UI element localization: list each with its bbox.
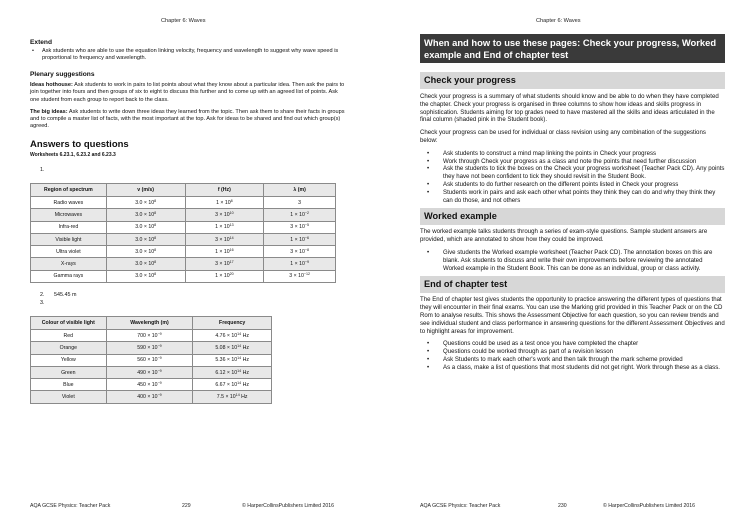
exponent: 8 bbox=[154, 247, 157, 252]
frequency-unit: Hz bbox=[239, 394, 248, 401]
end-of-chapter-heading: End of chapter test bbox=[420, 276, 725, 293]
worked-example-heading: Worked example bbox=[420, 208, 725, 225]
answers-heading: Answers to questions bbox=[30, 139, 129, 150]
question-3-number: 3. bbox=[40, 300, 45, 306]
region-name: Gamma rays bbox=[53, 273, 84, 280]
table-row bbox=[31, 246, 336, 258]
check-progress-list bbox=[420, 150, 725, 205]
exponent: 16 bbox=[229, 247, 234, 252]
table-row bbox=[31, 209, 336, 221]
ideas-hothouse-paragraph bbox=[30, 82, 345, 104]
wavelength-mantissa: 700 × 10 bbox=[137, 332, 158, 339]
wavelength-mantissa: 560 × 10 bbox=[137, 357, 158, 364]
velocity-cell bbox=[106, 197, 185, 209]
right-running-header: Chapter 6: Waves bbox=[536, 18, 581, 24]
colour-name: Yellow bbox=[60, 357, 76, 364]
exponent: −6 bbox=[304, 235, 309, 240]
list-item: • Students work in pairs and ask each other what points they think they can do and why they think they can do those, and not others bbox=[420, 189, 725, 205]
colour-cell bbox=[31, 366, 107, 378]
colour-name: Green bbox=[61, 369, 76, 376]
frequency-cell bbox=[193, 330, 272, 342]
frequency-mantissa: 3 × 10 bbox=[215, 261, 230, 268]
check-progress-paragraph-1: Check your progress is a summary of what students should know and be able to do when they have completed the chapter. Check your progress is organised in three columns to show how ideas and skills progress in sophistication. Students aiming for top grades need to have mastered all the skills and ideas articulated in the final column (shaded pink in the Student book). bbox=[420, 93, 719, 124]
region-cell bbox=[31, 246, 107, 258]
region-name: X-rays bbox=[60, 261, 76, 268]
answer-2 bbox=[30, 292, 345, 307]
table-row bbox=[31, 354, 272, 366]
region-cell bbox=[31, 209, 107, 221]
exponent: 13 bbox=[229, 223, 234, 228]
footer-copyright: © HarperCollinsPublishers Limited 2016 bbox=[603, 503, 696, 509]
frequency-mantissa: 4.76 × 10 bbox=[215, 332, 238, 339]
frequency-cell bbox=[185, 209, 264, 221]
exponent: 14 bbox=[237, 380, 242, 385]
visible-light-table-header bbox=[31, 317, 272, 330]
column-header: Wavelength (m) bbox=[106, 317, 193, 330]
exponent: 8 bbox=[154, 198, 157, 203]
column-header: f (Hz) bbox=[185, 184, 264, 197]
column-header: λ (m) bbox=[264, 184, 336, 197]
visible-light-table bbox=[30, 316, 272, 404]
velocity-cell bbox=[106, 233, 185, 245]
table-row bbox=[31, 342, 272, 354]
exponent: 20 bbox=[229, 272, 234, 277]
column-header: Region of spectrum bbox=[31, 184, 107, 197]
exponent: −2 bbox=[304, 210, 309, 215]
big-ideas-paragraph bbox=[30, 109, 345, 131]
frequency-cell bbox=[193, 391, 272, 403]
region-cell bbox=[31, 233, 107, 245]
velocity-cell bbox=[106, 221, 185, 233]
column-header: Frequency bbox=[193, 317, 272, 330]
list-item: • As a class, make a list of questions that most students did not get right. Work through these as a class. bbox=[420, 364, 725, 372]
exponent: 14 bbox=[237, 331, 242, 336]
exponent: −12 bbox=[303, 272, 310, 277]
table-row bbox=[31, 391, 272, 403]
wavelength-mantissa: 1 × 10 bbox=[290, 236, 305, 243]
exponent: 14 bbox=[229, 235, 234, 240]
frequency-cell bbox=[185, 233, 264, 245]
frequency-mantissa: 3 × 10 bbox=[215, 236, 230, 243]
region-name: Microwaves bbox=[54, 211, 83, 218]
frequency-unit: Hz bbox=[241, 381, 249, 388]
wavelength-cell bbox=[264, 246, 336, 258]
frequency-cell bbox=[185, 270, 264, 282]
big-ideas-label: The big ideas: bbox=[30, 108, 68, 115]
exponent: −9 bbox=[157, 368, 162, 373]
list-item: • Work through Check your progress as a class and note the points that need further discussion bbox=[420, 158, 725, 166]
exponent: −8 bbox=[304, 247, 309, 252]
exponent: −9 bbox=[157, 393, 162, 398]
exponent: 17 bbox=[229, 260, 234, 265]
wavelength-cell bbox=[264, 197, 336, 209]
wavelength-cell bbox=[106, 354, 193, 366]
frequency-mantissa: 5.36 × 10 bbox=[215, 357, 238, 364]
list-item: • Questions could be used as a test once you have completed the chapter bbox=[420, 340, 725, 348]
frequency-cell bbox=[193, 379, 272, 391]
list-item: • Ask students to construct a mind map linking the points in Check your progress bbox=[420, 150, 725, 158]
wavelength-mantissa: 3 × 10 bbox=[290, 224, 305, 231]
wavelength-mantissa: 590 × 10 bbox=[137, 344, 158, 351]
table-row bbox=[31, 366, 272, 378]
list-item: • Ask students to do further research on the different points listed in Check your progress bbox=[420, 181, 725, 189]
wavelength-mantissa: 1 × 10 bbox=[290, 211, 305, 218]
table-row bbox=[31, 258, 336, 270]
region-name: Visible light bbox=[55, 236, 82, 243]
column-header: v (m/s) bbox=[106, 184, 185, 197]
exponent: 8 bbox=[154, 210, 157, 215]
frequency-mantissa: 1 × 10 bbox=[215, 224, 230, 231]
wavelength-cell bbox=[106, 391, 193, 403]
region-name: Ultra violet bbox=[56, 248, 81, 255]
wavelength-cell bbox=[264, 209, 336, 221]
velocity-mantissa: 3.0 × 10 bbox=[135, 236, 155, 243]
velocity-mantissa: 3.0 × 10 bbox=[135, 211, 155, 218]
answer-2-value: 545.45 m bbox=[54, 292, 77, 298]
frequency-cell bbox=[185, 221, 264, 233]
frequency-mantissa: 3 × 10 bbox=[215, 211, 230, 218]
ideas-hothouse-text: Ask students to work in pairs to list points about what they know about a particular idea. Then ask the pairs to join together into fours and then groups of six to eight to discuss this further and to come up with an agreed list of points. Ask one student from each group to report back to the class. bbox=[30, 82, 345, 103]
wavelength-cell bbox=[264, 221, 336, 233]
extend-list bbox=[30, 48, 345, 63]
column-header: Colour of visible light bbox=[31, 317, 107, 330]
check-progress-heading: Check your progress bbox=[420, 72, 725, 89]
wavelength-cell bbox=[106, 366, 193, 378]
velocity-cell bbox=[106, 270, 185, 282]
region-cell bbox=[31, 270, 107, 282]
colour-name: Orange bbox=[59, 344, 77, 351]
frequency-mantissa: 7.5 × 10 bbox=[216, 394, 236, 401]
wavelength-mantissa: 3 × 10 bbox=[290, 248, 305, 255]
list-item: • Ask the students to tick the boxes on the Check your progress worksheet (Teacher Pack CD). Any points they have not been confident to tick they should revisit in the Student Book. bbox=[420, 165, 725, 181]
region-cell bbox=[31, 221, 107, 233]
exponent: 8 bbox=[230, 198, 233, 203]
usage-banner: When and how to use these pages: Check your progress, Worked example and End of chapter test bbox=[420, 34, 725, 63]
frequency-mantissa: 1 × 10 bbox=[216, 199, 231, 206]
wavelength-cell bbox=[106, 379, 193, 391]
worked-example-list bbox=[420, 249, 725, 272]
velocity-cell bbox=[106, 258, 185, 270]
frequency-unit: Hz bbox=[241, 369, 249, 376]
ideas-hothouse-label: Ideas hothouse: bbox=[30, 82, 73, 88]
region-name: Radio waves bbox=[53, 199, 84, 206]
frequency-cell bbox=[193, 342, 272, 354]
list-item: • Give students the Worked example worksheet (Teacher Pack CD). The annotation boxes on this are blank. Ask students to discuss and write their own improvements before reviewing the annotated Worked example in the Student Book. This can be done as an individual, group or class activity. bbox=[420, 249, 725, 272]
exponent: 14 bbox=[237, 368, 242, 373]
exponent: 14 bbox=[237, 343, 242, 348]
exponent: 8 bbox=[154, 272, 157, 277]
table-row bbox=[31, 221, 336, 233]
check-progress-paragraph-2: Check your progress can be used for individual or class revision using any combination of the suggestions below: bbox=[420, 129, 706, 144]
velocity-mantissa: 3.0 × 10 bbox=[135, 248, 155, 255]
list-item: • Questions could be worked through as part of a revision lesson bbox=[420, 348, 725, 356]
big-ideas-text: Ask students to write down three ideas they learned from the topic. Then ask them to share their facts in groups and to compile a master list of facts, with the most important at the top. Ask for ideas to be shared and find out which group(s) agreed. bbox=[30, 108, 345, 130]
exponent: −9 bbox=[157, 356, 162, 361]
answers-section bbox=[30, 139, 345, 174]
region-cell bbox=[31, 197, 107, 209]
table-row bbox=[31, 197, 336, 209]
wavelength-mantissa: 490 × 10 bbox=[137, 369, 158, 376]
footer-title: AQA GCSE Physics: Teacher Pack bbox=[30, 503, 111, 509]
end-of-chapter-paragraph: The End of chapter test gives students the opportunity to practice answering the different types of questions that they will encounter in their final exams. You can use the Marking grid provided in this Teacher Pack or on the CD Rom to analyse results. This shows the Assessment Objective for each question, so you can review trends and see individual student and class performance in answering questions for the different Assessment Objectives and to highlight areas for improvement. bbox=[420, 296, 725, 335]
velocity-mantissa: 3.0 × 10 bbox=[135, 224, 155, 231]
table-row bbox=[31, 233, 336, 245]
table-row bbox=[31, 330, 272, 342]
answer-2-line bbox=[30, 292, 345, 299]
frequency-mantissa: 6.12 × 10 bbox=[215, 369, 238, 376]
velocity-cell bbox=[106, 246, 185, 258]
wavelength-cell bbox=[264, 233, 336, 245]
frequency-unit: Hz bbox=[241, 332, 249, 339]
wavelength-cell bbox=[106, 330, 193, 342]
wavelength-mantissa: 450 × 10 bbox=[137, 381, 158, 388]
wavelength-mantissa: 3 bbox=[298, 199, 302, 206]
colour-cell bbox=[31, 342, 107, 354]
frequency-cell bbox=[193, 354, 272, 366]
end-of-chapter-list bbox=[420, 340, 725, 371]
right-page bbox=[375, 0, 750, 531]
exponent: −9 bbox=[304, 260, 309, 265]
footer-title: AQA GCSE Physics: Teacher Pack bbox=[420, 503, 501, 509]
page-number: 230 bbox=[558, 503, 567, 509]
spectrum-table-header bbox=[31, 184, 336, 197]
wavelength-mantissa: 3 × 10 bbox=[289, 273, 304, 280]
table-row bbox=[31, 379, 272, 391]
frequency-mantissa: 1 × 10 bbox=[215, 248, 230, 255]
frequency-unit: Hz bbox=[241, 357, 249, 364]
extend-heading: Extend bbox=[30, 39, 52, 46]
frequency-cell bbox=[193, 366, 272, 378]
velocity-mantissa: 3.0 × 10 bbox=[135, 199, 155, 206]
velocity-mantissa: 3.0 × 10 bbox=[135, 273, 155, 280]
right-content bbox=[420, 34, 725, 372]
wavelength-cell bbox=[264, 270, 336, 282]
worksheets-label: Worksheets 6.23.1, 6.23.2 and 6.23.3 bbox=[30, 152, 116, 158]
exponent: −9 bbox=[157, 331, 162, 336]
colour-name: Blue bbox=[63, 381, 74, 388]
list-item: • Ask Students to mark each other's work and then talk through the mark scheme provided bbox=[420, 356, 725, 364]
question-1-number: 1. bbox=[40, 167, 45, 173]
region-cell bbox=[31, 258, 107, 270]
frequency-cell bbox=[185, 258, 264, 270]
exponent: −5 bbox=[304, 223, 309, 228]
exponent: −9 bbox=[157, 343, 162, 348]
spectrum-table bbox=[30, 183, 336, 283]
plenary-section bbox=[30, 70, 345, 131]
extend-section bbox=[30, 38, 345, 63]
exponent: 14 bbox=[237, 356, 242, 361]
frequency-mantissa: 1 × 10 bbox=[215, 273, 230, 280]
frequency-cell bbox=[185, 246, 264, 258]
worked-example-paragraph: The worked example talks students through a series of exam-style questions. Sample student answers are provided, which are annotated to show how they could be improved. bbox=[420, 228, 708, 244]
exponent: 8 bbox=[154, 260, 157, 265]
footer-copyright: © HarperCollinsPublishers Limited 2016 bbox=[242, 503, 335, 509]
colour-cell bbox=[31, 354, 107, 366]
exponent: 14 bbox=[235, 393, 240, 398]
extend-bullet: • Ask students who are able to use the equation linking velocity, frequency and wavelength to suggest why wave speed is proportional to frequency and wavelength. bbox=[30, 48, 345, 63]
frequency-mantissa: 6.67 × 10 bbox=[215, 381, 238, 388]
wavelength-cell bbox=[264, 258, 336, 270]
velocity-cell bbox=[106, 209, 185, 221]
colour-name: Red bbox=[63, 332, 74, 339]
colour-name: Violet bbox=[61, 394, 75, 401]
table-row bbox=[31, 270, 336, 282]
frequency-cell bbox=[185, 197, 264, 209]
wavelength-mantissa: 1 × 10 bbox=[290, 261, 305, 268]
exponent: 8 bbox=[154, 223, 157, 228]
page-number: 229 bbox=[182, 503, 191, 509]
plenary-heading: Plenary suggestions bbox=[30, 71, 95, 78]
velocity-mantissa: 3.0 × 10 bbox=[135, 261, 155, 268]
colour-cell bbox=[31, 379, 107, 391]
colour-cell bbox=[31, 330, 107, 342]
wavelength-mantissa: 400 × 10 bbox=[137, 394, 158, 401]
wavelength-cell bbox=[106, 342, 193, 354]
exponent: −9 bbox=[157, 380, 162, 385]
exponent: 10 bbox=[229, 210, 234, 215]
left-running-header: Chapter 6: Waves bbox=[161, 18, 206, 24]
frequency-unit: Hz bbox=[241, 344, 249, 351]
colour-cell bbox=[31, 391, 107, 403]
region-name: Infra-red bbox=[58, 224, 79, 231]
frequency-mantissa: 5.08 × 10 bbox=[215, 344, 238, 351]
question-2-number: 2. bbox=[40, 292, 45, 298]
exponent: 8 bbox=[154, 235, 157, 240]
